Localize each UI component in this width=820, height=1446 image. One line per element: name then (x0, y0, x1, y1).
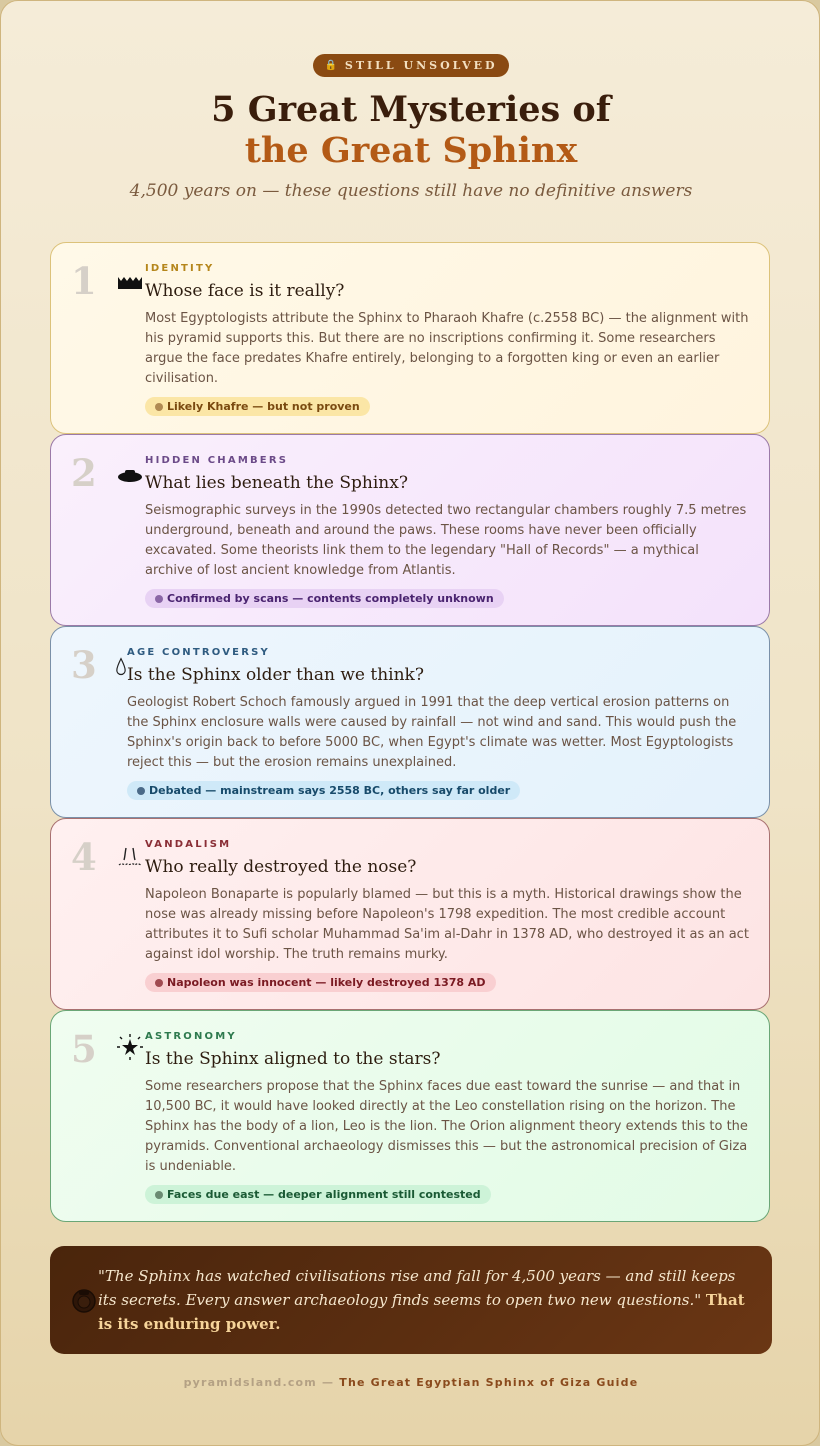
verdict-text: Debated — mainstream says 2558 BC, others say far older (149, 784, 511, 797)
mystery-number: 3 (71, 643, 97, 687)
closing-quote-box (50, 1246, 772, 1354)
mystery-number: 2 (71, 451, 97, 495)
water-drop-icon (115, 657, 127, 677)
verdict-badge (145, 1185, 491, 1204)
quote-text (98, 1264, 748, 1336)
mystery-description: Most Egyptologists attribute the Sphinx to Pharaoh Khafre (c.2558 BC) — the alignment with his pyramid supports this. But there are no inscriptions confirming it. Some researchers argue the face predates Khafre entirely, belonging to a forgotten king or even an earlier civilisation. (145, 311, 749, 386)
quote-emphasis: That is its enduring power. (98, 1291, 745, 1333)
mystery-question: What lies beneath the Sphinx? (145, 473, 408, 493)
mystery-description: Napoleon Bonaparte is popularly blamed — but this is a myth. Historical drawings show the nose was already missing before Napoleon's 1798 expedition. The most credible account attributes it to Sufi scholar Muhammad Sa'im al-Dahr in 1378 AD, who destroyed it as an act against idol worship. The truth remains murky. (145, 887, 749, 962)
quote-body: "The Sphinx has watched civilisations rise and fall for 4,500 years — and still keeps its secrets. Every answer archaeology finds seems to open two new questions." (98, 1267, 736, 1309)
lion-face-icon (70, 1287, 98, 1315)
badge-label: STILL UNSOLVED (344, 59, 498, 72)
mystery-category: ASTRONOMY (145, 1031, 237, 1042)
verdict-text: Likely Khafre — but not proven (167, 400, 360, 413)
verdict-text: Napoleon was innocent — likely destroyed 1378 AD (167, 976, 486, 989)
verdict-text: Faces due east — deeper alignment still contested (167, 1188, 481, 1201)
mystery-description: Some researchers propose that the Sphinx faces due east toward the sunrise — and that in 10,500 BC, it would have looked directly at the Leo constellation rising on the horizon. The Sphinx has the body of a lion, Leo is the lion. The Orion alignment theory extends this to the pyramids. Conventional archaeology dismisses this — but the astronomical precision of Giza is undeniable. (145, 1079, 748, 1174)
nose-icon (116, 845, 144, 869)
mystery-question: Who really destroyed the nose? (145, 857, 417, 877)
mystery-number: 4 (71, 835, 97, 879)
mystery-card-hidden-chambers (50, 434, 770, 626)
verdict-badge (145, 973, 496, 992)
mystery-number: 5 (71, 1027, 97, 1071)
mystery-number: 1 (71, 259, 97, 303)
mystery-category: VANDALISM (145, 839, 232, 850)
star-icon (116, 1033, 144, 1061)
lock-icon: 🔒 (324, 60, 337, 71)
verdict-badge (145, 397, 370, 416)
dot-icon (155, 1191, 163, 1199)
verdict-badge (127, 781, 520, 800)
dot-icon (155, 595, 163, 603)
page-title-line1: 5 Great Mysteries of (211, 89, 611, 130)
mystery-card-identity (50, 242, 770, 434)
mystery-category: IDENTITY (145, 263, 215, 274)
page-subtitle: 4,500 years on — these questions still have no definitive answers (129, 181, 693, 201)
crown-icon (116, 269, 144, 293)
mystery-question: Is the Sphinx aligned to the stars? (145, 1049, 441, 1069)
dot-icon (137, 787, 145, 795)
mystery-card-vandalism (50, 818, 770, 1010)
dot-icon (155, 403, 163, 411)
dot-icon (155, 979, 163, 987)
footer-guide-title: The Great Egyptian Sphinx of Giza Guide (339, 1376, 639, 1389)
mystery-description: Geologist Robert Schoch famously argued in 1991 that the deep vertical erosion patterns on the Sphinx enclosure walls were caused by rainfall — not wind and sand. This would push the Sphinx's origin back to before 5000 BC, when Egypt's climate was wetter. Most Egyptologists reject this — but the erosion remains unexplained. (127, 695, 737, 770)
footer (1, 1376, 820, 1389)
verdict-text: Confirmed by scans — contents completely unknown (167, 592, 494, 605)
footer-site-link[interactable]: pyramidsland.com (183, 1376, 317, 1389)
mystery-category: AGE CONTROVERSY (127, 647, 270, 658)
chamber-icon (116, 465, 144, 489)
mystery-card-age-controversy (50, 626, 770, 818)
status-badge (313, 54, 509, 77)
footer-separator: — (322, 1376, 335, 1389)
mystery-description: Seismographic surveys in the 1990s detected two rectangular chambers roughly 7.5 metres underground, beneath and around the paws. These rooms have never been officially excavated. Some theorists link them to the legendary "Hall of Records" — a mythical archive of lost ancient knowledge from Atlantis. (145, 503, 747, 578)
page-title-line2: the Great Sphinx (244, 130, 578, 171)
mystery-question: Whose face is it really? (145, 281, 345, 301)
verdict-badge (145, 589, 504, 608)
mystery-category: HIDDEN CHAMBERS (145, 455, 289, 466)
mystery-question: Is the Sphinx older than we think? (127, 665, 424, 685)
mystery-card-astronomy (50, 1010, 770, 1222)
